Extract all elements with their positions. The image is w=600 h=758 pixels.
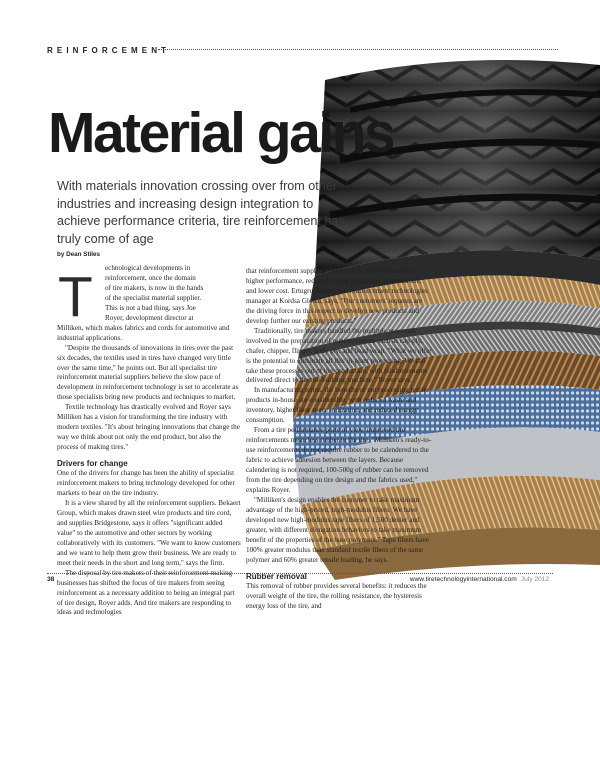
text-line: This is not a bad thing, says Joe: [105, 303, 196, 312]
text-line: echnological developments in: [105, 264, 191, 272]
footer-publication-info: [410, 576, 549, 583]
drop-cap-paragraph: [57, 264, 242, 329]
article-column-2: [246, 267, 432, 611]
paragraph: Milliken, which makes fabrics and cords for automotive and industrial applications.: [57, 323, 230, 342]
subheading-rubber-removal: Rubber removal: [246, 571, 307, 581]
text-line: reinforcement, once the domain: [105, 273, 196, 282]
section-divider: [158, 49, 558, 50]
page-number: 38: [47, 576, 55, 583]
paragraph: Textile technology has drastically evolved and Royer says Milliken has a vision for transforming the tire industry with modern textiles. "It's about bringing innovations that change the way we think about not only the end product, but also the process of making tires.": [57, 403, 240, 452]
paragraph: It is a view shared by all the reinforcement suppliers. Bekaert Group, which makes drawn steel wire products and tire cord, and supplies Bridgestone, says it offers "significant added value" to the automotive and other sectors by working collaboratively with its customers. "We want to know customers and we want to help them grow their business. We are ready to meet their needs in the short and long term," says the firm.: [57, 498, 241, 567]
text-line: of tire makers, is now in the hands: [105, 283, 204, 292]
footer-divider: [47, 573, 553, 574]
paragraph: "Milliken's design enables the customer to take maximum advantage of the high-priced, high-modulus fibers. We have developed new high-modulus tape fibers of 1,500 denier and greater, with different elongation behaviors to take maximum benefit of the properties of the base polymers." Tape fibers have 100% greater modulus than standard textile fibers of the same polymer and 60% greater tensile loading, he says.: [246, 495, 429, 564]
article-standfirst: With materials innovation crossing over from other industries and increasing design integration to achieve performance criteria, tire reinforcement has truly come of age: [57, 179, 345, 246]
paragraph: that reinforcement suppliers can bring to meet demands for higher performance, reduced rolling resistance, extended life, and lower cost. Ertugrul Bahan, tire reinforcement technologies manager at Kordsa Global, says, "Our customers' requests are the driving force in this respect to develop new products and develop further our existing products.": [246, 267, 428, 325]
article-title: Material gains: [48, 101, 394, 165]
text-line: Royer, development director at: [105, 313, 194, 322]
paragraph: From a tire performance point of view, improved tire reinforcements mean less rubber in the tire. "Milliken's ready-to-use reinforcements do not require rubber to be calendered to the fabric to achieve adhesion between the layers. Because calendering is not required, 100-500g of rubber can be removed from the tire depending on tire design and the fabrics used," explains Royer.: [246, 426, 432, 494]
paragraph: The disposal by tire makers of their reinforcement-making businesses has shifted the focus of tire makers from seeing reinforcement as a necessary addition to being an integral part of tire design, Royer adds. And tire makers are responding to ideas and technologies: [57, 568, 235, 617]
website-url: www.tiretechnologyinternational.com: [409, 576, 517, 583]
paragraph: In manufacturing terms, the benefits of not processing textile products in-house are considerable, with reduced waste and inventory, higher floor space utilization, and reduced energy consumption.: [246, 386, 429, 425]
drop-cap: T: [58, 265, 93, 329]
paragraph: Traditionally, tire makers handled the multiple processes involved in the preparation of reinforcements such as cap-ply, chafer, chipper, flipper, body ply, and bead wrap. "What we offer is the potential to eliminate all this in-plant processing. We can take these processes out of tire production, with reinforcements delivered direct to the tire-building machine," Royer says.: [246, 326, 432, 385]
article-byline: by Dean Stiles: [57, 251, 101, 258]
paragraph: One of the drivers for change has been the ability of specialist reinforcement makers to bring technology developed for other markets to bear on the tire industry.: [57, 469, 235, 498]
paragraph: This removal of rubber provides several benefits: it reduces the overall weight of the tire, the rolling resistance, the hysteresis energy loss of the tire, and: [246, 581, 427, 610]
section-label: REINFORCEMENT: [47, 46, 171, 55]
article-column-1: [57, 264, 242, 618]
text-line: of the specialist material supplier.: [105, 293, 202, 302]
subheading-drivers-for-change: Drivers for change: [57, 459, 128, 469]
paragraph: "Despite the thousands of innovations in tires over the past six decades, the textiles used in tires have changed very little over the same time," he points out. But all specialist tire reinforcement material suppliers believe the slow pace of development in reinforcement technology is set to accelerate as those specialists bring new products and techniques to market.: [57, 343, 239, 402]
issue-date: July 2012: [520, 576, 549, 583]
